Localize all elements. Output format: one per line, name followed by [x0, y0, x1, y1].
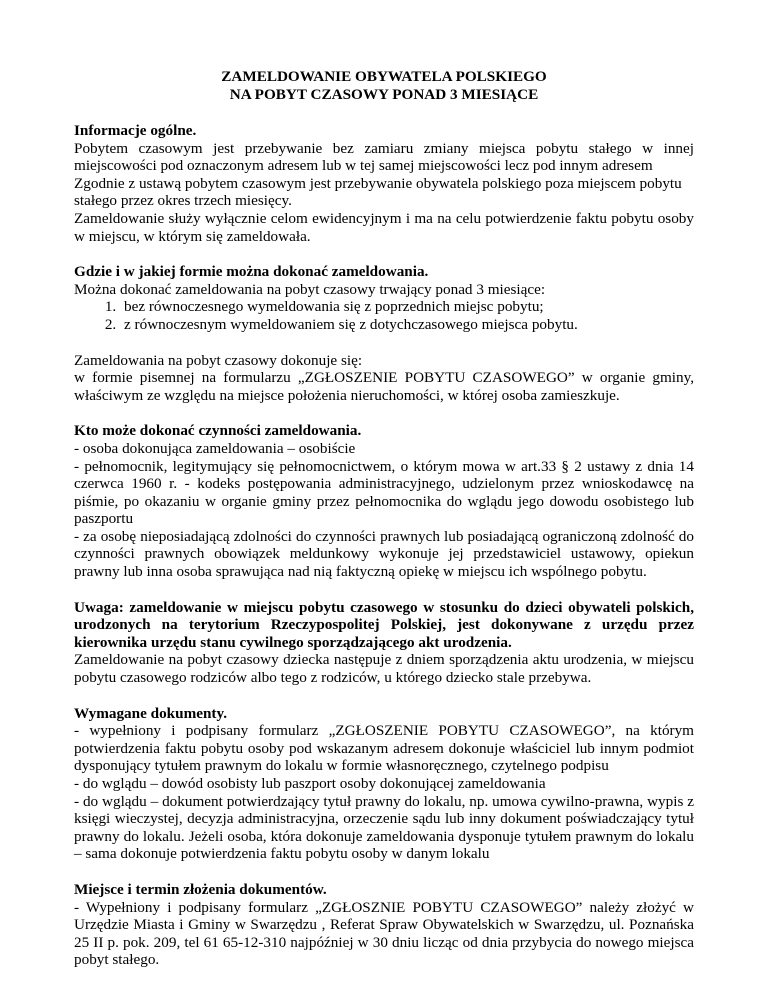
title-line-2: NA POBYT CZASOWY PONAD 3 MIESIĄCE	[229, 86, 539, 103]
paragraph: Zameldowanie na pobyt czasowy dziecka następuje z dniem sporządzenia aktu urodzenia, w miejscu pobytu czasowego rodziców albo tego z rodziców, u którego dziecko stale przebywa.	[74, 651, 694, 687]
document-title	[74, 68, 694, 104]
paragraph: Zgodnie z ustawą pobytem czasowym jest przebywanie obywatela polskiego poza miejscem pobytu stałego przez okres trzech miesięcy.	[74, 174, 682, 210]
section-general-info	[74, 122, 694, 245]
paragraph: - za osobę nieposiadającą zdolności do czynności prawnych lub posiadającą ograniczoną zdolność do czynności prawnych obowiązek meldunkowy wykonuje jej przedstawiciel ustawowy, opiekun prawny lub inna osoba sprawująca nad nią faktyczną opiekę w miejscu ich wspólnego pobytu.	[74, 527, 694, 581]
section-heading: Kto może dokonać czynności zameldowania.	[74, 422, 362, 440]
paragraph: Pobytem czasowym jest przebywanie bez zamiaru zmiany miejsca pobytu stałego w innej miejscowości pod oznaczonym adresem lub w tej samej miejscowości lecz pod innym adresem	[74, 139, 694, 175]
paragraph: Zameldowania na pobyt czasowy dokonuje się:	[74, 351, 363, 369]
section-heading: Informacje ogólne.	[74, 122, 197, 139]
list-item: 2. z równoczesnym wymeldowaniem się z dotychczasowego miejsca pobytu.	[120, 316, 694, 334]
paragraph: - Wypełniony i podpisany formularz „ZGŁOSZNIE POBYTU CZASOWEGO” należy złożyć w Urzędzie Miasta i Gminy w Swarzędzu , Referat Spraw Obywatelskich w Swarzędzu, ul. Poznańska 25 II p. pok. 209, tel 61 65-12-310 najpóźniej w 30 dniu licząc od dnia przybycia do nowego miejsca pobyt stałego.	[74, 898, 694, 969]
section-heading: Wymagane dokumenty.	[74, 704, 228, 722]
paragraph: - do wglądu – dokument potwierdzający tytuł prawny do lokalu, np. umowa cywilno-prawna, wypis z księgi wieczystej, decyzja administracyjna, orzeczenie sądu lub inny dokument poświadczający tytuł prawny do lokalu. Jeżeli osoba, która dokonuje zameldowania dysponuje tytułem prawnym do lokalu – sama dokonuje potwierdzenia faktu pobytu osoby w danym lokalu	[74, 792, 694, 863]
section-required-documents	[74, 705, 694, 863]
title-line-1: ZAMELDOWANIE OBYWATELA POLSKIEGO	[221, 68, 547, 85]
section-heading: Miejsce i termin złożenia dokumentów.	[74, 880, 327, 898]
section-note	[74, 599, 694, 687]
paragraph: Zameldowanie służy wyłącznie celom ewidencyjnym i ma na celu potwierdzenie faktu pobytu osoby w miejscu, w którym się zameldowała.	[74, 209, 694, 245]
paragraph: w formie pisemnej na formularzu „ZGŁOSZENIE POBYTU CZASOWEGO” w organie gminy, właściwym ze względu na miejsce położenia nieruchomości, w której osoba zamieszkuje.	[74, 369, 694, 404]
section-heading: Gdzie i w jakiej formie można dokonać zameldowania.	[74, 263, 429, 281]
paragraph: - pełnomocnik, legitymujący się pełnomocnictwem, o którym mowa w art.33 § 2 ustawy z dnia 14 czerwca 1960 r. - kodeks postępowania administracyjnego, udzielonym przez wnioskodawcę na piśmie, po okazaniu w organie gminy przez pełnomocnika do wglądu jego dowodu osobistego lub paszportu	[74, 457, 694, 528]
numbered-list	[74, 298, 694, 333]
paragraph: - do wglądu – dowód osobisty lub paszport osoby dokonującej zameldowania	[74, 775, 546, 792]
section-who	[74, 422, 694, 580]
note-bold-text: Uwaga: zameldowanie w miejscu pobytu czasowego w stosunku do dzieci obywateli polskich, urodzonych na terytorium Rzeczypospolitej Polskiej, jest dokonywane z urzędu przez kierownika urzędu stanu cywilnego sporządzającego akt urodzenia.	[74, 598, 694, 651]
paragraph: - wypełniony i podpisany formularz „ZGŁOSZENIE POBYTU CZASOWEGO”, na którym potwierdzenia faktu pobytu osoby pod wskazanym adresem dokonuje właściciel lub innym podmiot dysponujący tytułem prawnym do lokalu w formie własnoręcznego, czytelnego podpisu	[74, 722, 694, 775]
paragraph: Można dokonać zameldowania na pobyt czasowy trwający ponad 3 miesiące:	[74, 280, 546, 298]
paragraph: - osoba dokonująca zameldowania – osobiście	[74, 439, 356, 457]
section-place	[74, 881, 694, 969]
list-item: 1. bez równoczesnego wymeldowania się z poprzednich miejsc pobytu;	[120, 298, 694, 316]
section-where	[74, 263, 694, 404]
